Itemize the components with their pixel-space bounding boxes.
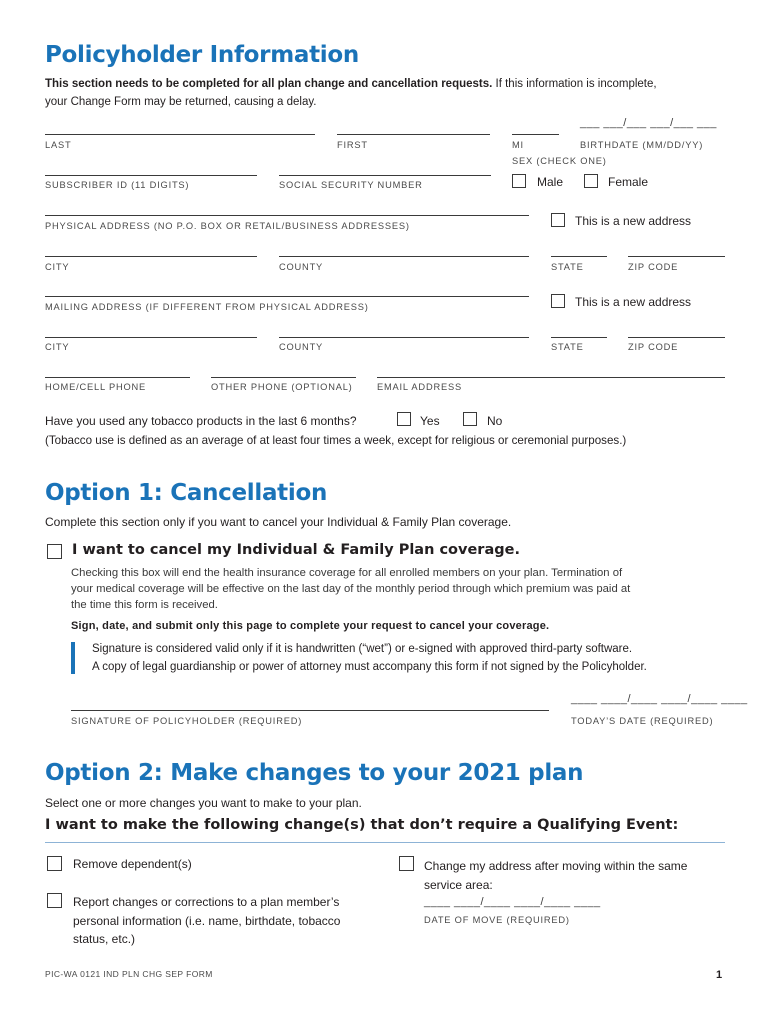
- first-name-field[interactable]: [337, 134, 490, 135]
- signature-validity-note: Signature is considered valid only if it is handwritten (“wet”) or e-signed with approved third-party software.: [92, 643, 633, 655]
- todays-date-field[interactable]: ____ ____/____ ____/____ ____: [571, 693, 748, 705]
- move-date-label: DATE OF MOVE (REQUIRED): [424, 915, 570, 925]
- ssn-label: SOCIAL SECURITY NUMBER: [279, 180, 423, 190]
- male-label: Male: [537, 175, 564, 189]
- signature-field[interactable]: [71, 710, 549, 711]
- page-number: 1: [716, 969, 723, 981]
- county-label-2: COUNTY: [279, 342, 324, 352]
- city-field-2[interactable]: [45, 337, 257, 338]
- zip-label: ZIP CODE: [628, 262, 679, 272]
- subscriber-id-label: SUBSCRIBER ID (11 DIGITS): [45, 180, 190, 190]
- change-address-line1: Change my address after moving within the same: [424, 859, 688, 873]
- report-changes-line3: status, etc.): [73, 932, 136, 946]
- new-address-label-1: This is a new address: [575, 214, 692, 228]
- zip-label-2: ZIP CODE: [628, 342, 679, 352]
- subscriber-id-field[interactable]: [45, 175, 257, 176]
- ssn-field[interactable]: [279, 175, 491, 176]
- last-label: LAST: [45, 140, 72, 150]
- tobacco-yes-label: Yes: [420, 414, 440, 428]
- email-field[interactable]: [377, 377, 725, 378]
- sign-submit-note: Sign, date, and submit only this page to complete your request to cancel your coverage.: [71, 620, 550, 632]
- mailing-address-label: MAILING ADDRESS (IF DIFFERENT FROM PHYSICAL ADDRESS): [45, 302, 369, 312]
- county-label: COUNTY: [279, 262, 324, 272]
- report-changes-line1: Report changes or corrections to a plan member’s: [73, 895, 340, 909]
- report-changes-checkbox[interactable]: [47, 893, 62, 908]
- state-field-2[interactable]: [551, 337, 607, 338]
- physical-address-label: PHYSICAL ADDRESS (NO P.O. BOX OR RETAIL/BUSINESS ADDRESSES): [45, 221, 410, 231]
- physical-address-field[interactable]: [45, 215, 529, 216]
- option2-divider: [45, 842, 725, 843]
- move-date-field[interactable]: ____ ____/____ ____/____ ____: [424, 896, 601, 908]
- birthdate-label: BIRTHDATE (MM/DD/YY): [580, 140, 704, 150]
- form-code: PIC-WA 0121 IND PLN CHG SEP FORM: [45, 969, 213, 979]
- option2-subtitle: Select one or more changes you want to make to your plan.: [45, 796, 362, 810]
- remove-dependents-checkbox[interactable]: [47, 856, 62, 871]
- female-checkbox[interactable]: [584, 174, 598, 188]
- last-name-field[interactable]: [45, 134, 315, 135]
- county-field-2[interactable]: [279, 337, 529, 338]
- change-address-label: [424, 857, 687, 894]
- mi-field[interactable]: [512, 134, 559, 135]
- cancel-description-line3: the time this form is received.: [71, 599, 218, 611]
- report-changes-line2: personal information (i.e. name, birthdate, tobacco: [73, 913, 341, 928]
- change-address-line2: service area:: [424, 877, 493, 892]
- tobacco-no-label: No: [487, 414, 503, 428]
- home-phone-label: HOME/CELL PHONE: [45, 382, 147, 392]
- male-checkbox[interactable]: [512, 174, 526, 188]
- city-field[interactable]: [45, 256, 257, 257]
- todays-date-label: TODAY’S DATE (REQUIRED): [571, 716, 714, 726]
- new-address-checkbox-2[interactable]: [551, 294, 565, 308]
- mi-label: MI: [512, 140, 524, 150]
- zip-field[interactable]: [628, 256, 725, 257]
- female-label: Female: [608, 175, 649, 189]
- city-label-2: CITY: [45, 342, 70, 352]
- state-label: STATE: [551, 262, 584, 272]
- change-address-checkbox[interactable]: [399, 856, 414, 871]
- cancel-description: [71, 565, 731, 613]
- city-label: CITY: [45, 262, 70, 272]
- home-phone-field[interactable]: [45, 377, 190, 378]
- mailing-address-field[interactable]: [45, 296, 529, 297]
- policyholder-intro-bold: This section needs to be completed for all plan change and cancellation requests.: [45, 78, 493, 90]
- new-address-label-2: This is a new address: [575, 295, 692, 309]
- cancel-coverage-label: I want to cancel my Individual & Family Plan coverage.: [72, 542, 520, 558]
- tobacco-question: Have you used any tobacco products in the last 6 months?: [45, 414, 357, 428]
- signature-label: SIGNATURE OF POLICYHOLDER (REQUIRED): [71, 716, 303, 726]
- tobacco-yes-checkbox[interactable]: [397, 412, 411, 426]
- state-label-2: STATE: [551, 342, 584, 352]
- tobacco-no-checkbox[interactable]: [463, 412, 477, 426]
- option2-subheading: I want to make the following change(s) that don’t require a Qualifying Event:: [45, 817, 679, 833]
- tobacco-note: (Tobacco use is defined as an average of at least four times a week, except for religious or ceremonial purposes.): [45, 434, 627, 447]
- birthdate-field[interactable]: ___ ___/___ ___/___ ___: [580, 117, 717, 129]
- other-phone-field[interactable]: [211, 377, 356, 378]
- policyholder-intro-line2: your Change Form may be returned, causing a delay.: [45, 96, 317, 108]
- new-address-checkbox-1[interactable]: [551, 213, 565, 227]
- report-changes-label: [73, 893, 340, 949]
- cancel-description-line2: your medical coverage will be effective on the last day of the monthly period through which premium was paid at: [71, 583, 631, 595]
- option1-subtitle: Complete this section only if you want to cancel your Individual & Family Plan coverage.: [45, 515, 512, 529]
- cancel-coverage-checkbox[interactable]: [47, 544, 62, 559]
- first-label: FIRST: [337, 140, 368, 150]
- zip-field-2[interactable]: [628, 337, 725, 338]
- note-accent-bar: [71, 642, 75, 674]
- policyholder-title: Policyholder Information: [45, 42, 359, 68]
- policyholder-intro-rest: If this information is incomplete,: [492, 78, 657, 90]
- remove-dependents-label: Remove dependent(s): [73, 857, 192, 871]
- option1-title: Option 1: Cancellation: [45, 480, 328, 506]
- other-phone-label: OTHER PHONE (OPTIONAL): [211, 382, 353, 392]
- county-field[interactable]: [279, 256, 529, 257]
- guardianship-note: A copy of legal guardianship or power of attorney must accompany this form if not signed by the Policyholder.: [92, 661, 647, 673]
- cancel-description-line1: Checking this box will end the health insurance coverage for all enrolled members on your plan. Termination of: [71, 567, 623, 579]
- option2-title: Option 2: Make changes to your 2021 plan: [45, 760, 584, 786]
- sex-label: SEX (CHECK ONE): [512, 156, 607, 166]
- policyholder-intro: [45, 75, 745, 111]
- email-label: EMAIL ADDRESS: [377, 382, 462, 392]
- state-field[interactable]: [551, 256, 607, 257]
